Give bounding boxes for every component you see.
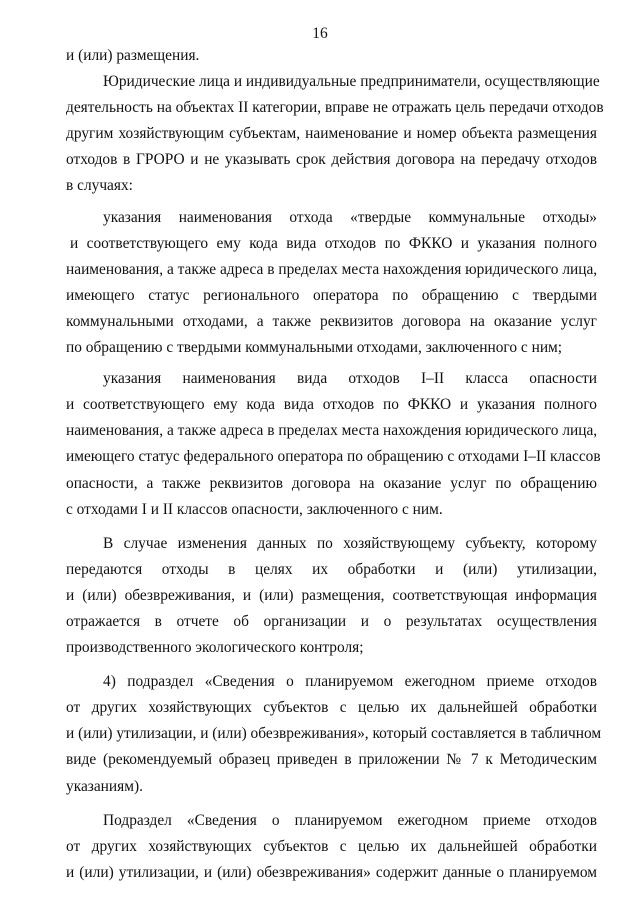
text-line: производственного экологического контроля; — [66, 639, 364, 657]
text-line: и (или) размещения. — [66, 47, 200, 64]
text-line: виде (рекомендуемый образец приведен в приложении № 7 к Методическим — [66, 751, 597, 769]
text-line: и (или) обезвреживания, и (или) размещения, соответствующая информация — [66, 586, 597, 604]
text-line: и соответствующего ему кода вида отходов по ФККО и указания полного — [66, 396, 597, 414]
text-line: отходов в ГРОРО и не указывать срок действия договора на передачу отходов — [66, 151, 597, 169]
text-line: наименования, а также адреса в пределах места нахождения юридического лица, — [66, 260, 598, 278]
text-line: от других хозяйствующих субъектов с целью их дальнейшей обработки — [66, 837, 597, 855]
paragraph-first-line: 4) подраздел «Сведения о планируемом ежегодном приеме отходов — [103, 673, 597, 691]
paragraph-first-line: указания наименования отхода «твердые коммунальные отходы» — [103, 208, 597, 226]
text-line: другим хозяйствующим субъектам, наименование и номер объекта размещения — [66, 125, 597, 143]
document-body — [66, 43, 604, 886]
text-line: отражается в отчете об организации и о результатах осуществления — [66, 612, 597, 630]
text-line: опасности, а также реквизитов договора на оказание услуг по обращению — [66, 474, 597, 492]
text-line: коммунальными отходами, а также реквизитов договора на оказание услуг — [66, 312, 597, 330]
text-line: и (или) утилизации, и (или) обезвреживания», который составляется в табличном — [66, 725, 602, 743]
paragraph-first-line: Юридические лица и индивидуальные предприниматели, осуществляющие — [103, 73, 600, 91]
text-line: имеющего статус регионального оператора по обращению с твердыми — [66, 286, 597, 304]
page-number: 16 — [312, 25, 328, 42]
text-line: и (или) утилизации, и (или) обезвреживания» содержит данные о планируемом — [66, 863, 597, 881]
paragraph-first-line: В случае изменения данных по хозяйствующему субъекту, которому — [103, 534, 597, 552]
paragraph-first-line: Подраздел «Сведения о планируемом ежегодном приеме отходов — [103, 811, 597, 829]
text-line: имеющего статус федерального оператора по обращению с отходами I–II классов — [66, 448, 601, 466]
text-line: передаются отходы в целях их обработки и (или) утилизации, — [66, 560, 597, 578]
text-line: и соответствующего ему кода вида отходов по ФККО и указания полного — [70, 234, 597, 252]
text-line: деятельность на объектах II категории, вправе не отражать цель передачи отходов — [66, 99, 604, 117]
text-line: с отходами I и II классов опасности, заключенного с ним. — [66, 500, 443, 518]
text-line: по обращению с твердыми коммунальными отходами, заключенного с ним; — [66, 339, 563, 357]
text-line: наименования, а также адреса в пределах места нахождения юридического лица, — [66, 422, 598, 440]
paragraph-first-line: указания наименования вида отходов I–II класса опасности — [103, 370, 597, 388]
text-line: в случаях: — [66, 177, 133, 195]
text-line: указаниям). — [66, 777, 143, 795]
text-line: от других хозяйствующих субъектов с целью их дальнейшей обработки — [66, 699, 597, 717]
